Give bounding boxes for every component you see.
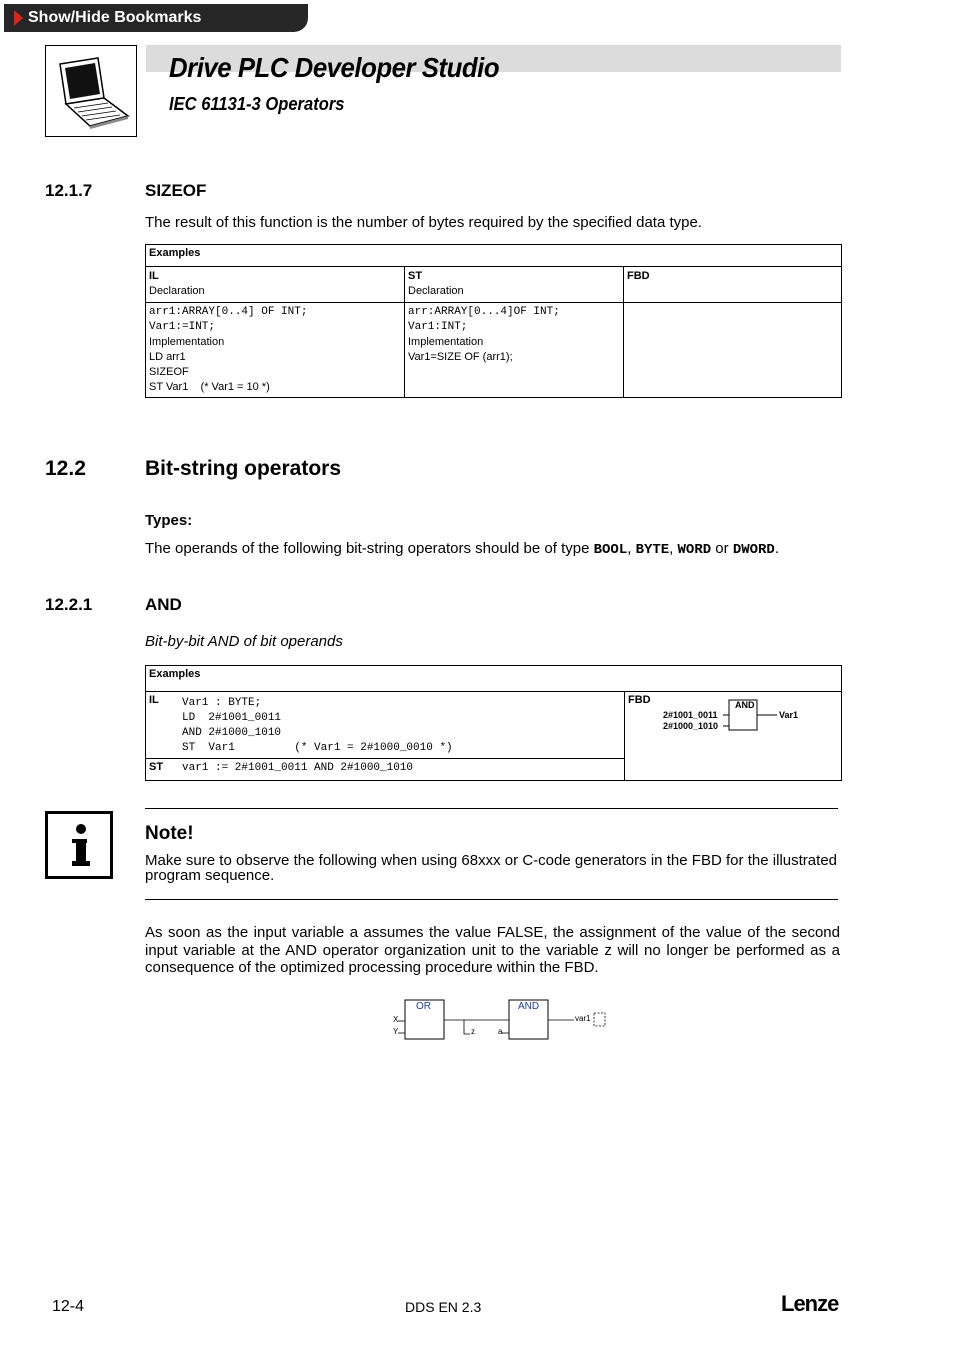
- triangle-icon: [14, 10, 23, 26]
- sizeof-examples-table: [145, 244, 842, 398]
- and-block-label: AND: [518, 1001, 540, 1012]
- input-x-label: X: [393, 1015, 399, 1024]
- types-text: The operands of the following bit-string operators should be of type BOOL, BYTE, WORD or DWORD.: [145, 540, 779, 558]
- note-text: Make sure to observe the following when using 68xxx or C-code generators in the FBD for the illustrated program sequence.: [145, 852, 837, 884]
- il-code-cell: arr1:ARRAY[0..4] OF INT; Var1:=INT; Implementation LD arr1 SIZEOF ST Var1 (* Var1 = 10 *): [146, 303, 405, 398]
- show-hide-bookmarks-button[interactable]: [4, 4, 308, 32]
- fbd-header: FBD: [624, 267, 842, 303]
- section-number: 12.1.7: [45, 181, 93, 200]
- page-subtitle: IEC 61131-3 Operators: [169, 94, 345, 114]
- input-y-label: Y: [393, 1027, 399, 1036]
- laptop-logo: [45, 45, 137, 137]
- output-var1-label: var1: [575, 1014, 591, 1023]
- section-title: Bit-string operators: [145, 457, 342, 480]
- il-header: IL Declaration: [146, 267, 405, 303]
- and-examples-table: [145, 665, 842, 781]
- note-top-rule: [145, 808, 838, 809]
- doc-id: DDS EN 2.3: [405, 1299, 482, 1315]
- fbd-explanation: As soon as the input variable a assumes the value FALSE, the assignment of the value of the second input variable at the AND operator organization unit to the variable z will no longer be performed as a consequence of the optimized processing procedure within the FBD.: [145, 924, 840, 976]
- var-z-label: z: [471, 1027, 475, 1036]
- var-a-label: a: [498, 1027, 503, 1036]
- section-title: SIZEOF: [145, 181, 207, 200]
- and-fbd-diagram: [625, 696, 835, 756]
- table-caption: Examples: [146, 666, 842, 692]
- laptop-icon: [46, 46, 136, 136]
- or-block-label: OR: [416, 1001, 431, 1012]
- and-subtitle: Bit-by-bit AND of bit operands: [145, 633, 343, 650]
- st-code-cell: ST var1 := 2#1001_0011 AND 2#1000_1010: [146, 759, 625, 781]
- fbd-cell: [624, 303, 842, 398]
- note-title: Note!: [145, 823, 194, 844]
- types-label: Types:: [145, 512, 193, 529]
- section-number: 12.2.1: [45, 595, 93, 614]
- st-header: ST Declaration: [405, 267, 624, 303]
- page-number: 12-4: [52, 1298, 85, 1315]
- sizeof-description: The result of this function is the number of bytes required by the specified data type.: [145, 214, 702, 231]
- table-caption: Examples: [146, 245, 842, 267]
- fbd-cell: FBD AND 2#1001_0011 2#1000_1010 Var1: [625, 692, 842, 781]
- il-code-cell: IL Var1 : BYTE; LD 2#1001_0011 AND 2#1000_1010 ST Var1 (* Var1 = 2#1000_0010 *): [146, 692, 625, 759]
- info-icon: [45, 811, 113, 879]
- bookmark-label: Show/Hide Bookmarks: [28, 9, 202, 26]
- note-bottom-rule: [145, 899, 838, 900]
- page-title: Drive PLC Developer Studio: [169, 52, 500, 83]
- section-title: AND: [145, 595, 182, 614]
- st-code-cell: arr:ARRAY[0...4]OF INT; Var1:INT; Implementation Var1=SIZE OF (arr1);: [405, 303, 624, 398]
- lenze-logo: Lenze: [781, 1291, 839, 1316]
- section-number: 12.2: [45, 457, 86, 480]
